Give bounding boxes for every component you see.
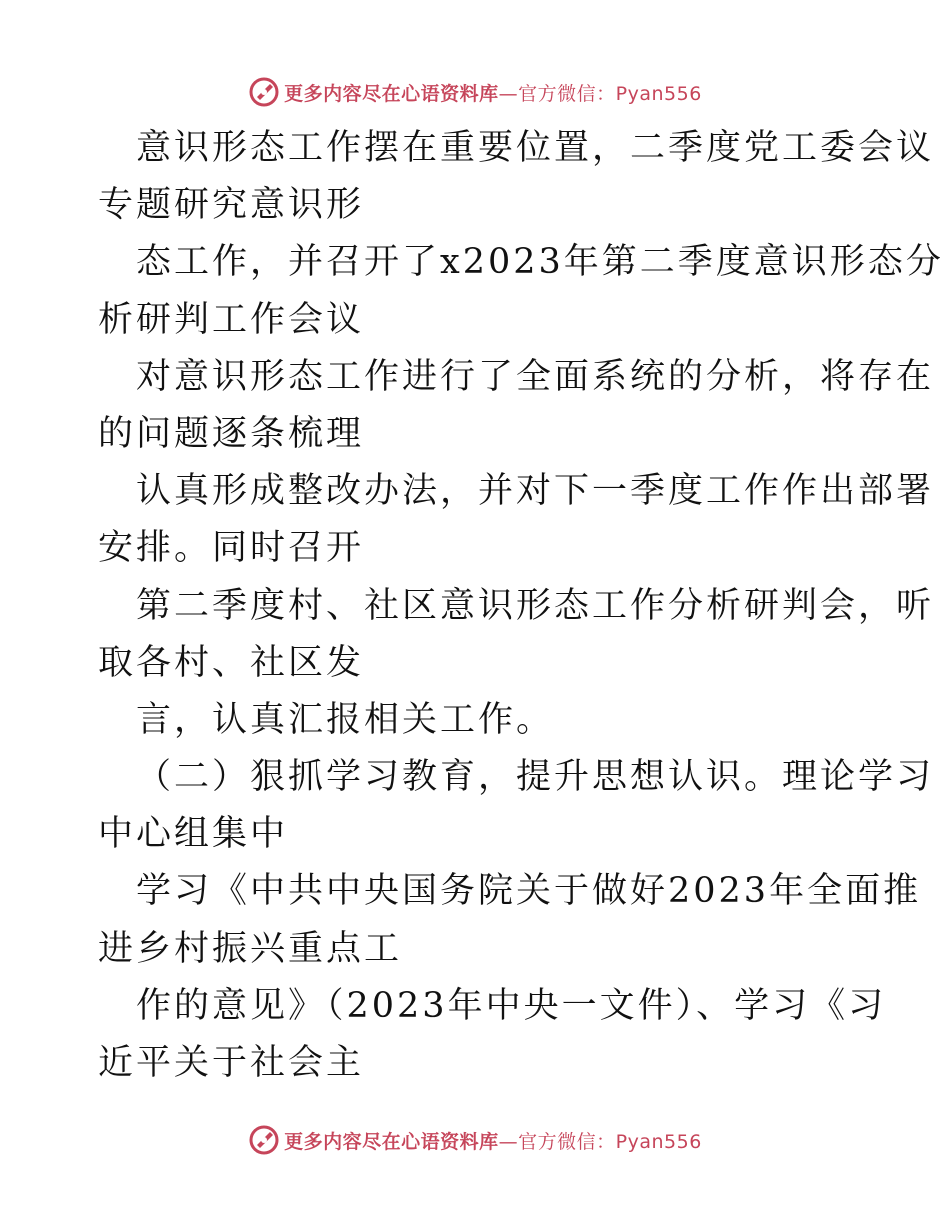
seal-logo-icon xyxy=(248,1124,280,1156)
watermark-dash: — xyxy=(498,1130,519,1153)
watermark-brand: 更多内容尽在心语资料库 xyxy=(284,82,499,105)
body-line: 安排。同时召开 xyxy=(98,528,365,569)
watermark-text xyxy=(284,1127,702,1154)
body-line: 取各村、社区发 xyxy=(98,642,365,683)
body-line: 态工作，并召开了x2023年第二季度意识形态分 xyxy=(136,242,944,283)
header-watermark xyxy=(0,72,950,112)
watermark-brand: 更多内容尽在心语资料库 xyxy=(284,1130,499,1153)
watermark-contact: 官方微信：Pyan556 xyxy=(518,1130,702,1153)
body-line: 作的意见》（2023年中央一文件）、学习《习 xyxy=(136,985,887,1026)
body-line: 析研判工作会议 xyxy=(98,299,365,340)
document-body xyxy=(98,120,944,1092)
body-line: 中心组集中 xyxy=(98,814,289,855)
footer-watermark xyxy=(0,1120,950,1160)
body-line: 认真形成整改办法，并对下一季度工作作出部署 xyxy=(136,471,935,512)
watermark-text xyxy=(284,79,702,106)
body-line: 意识形态工作摆在重要位置，二季度党工委会议 xyxy=(136,128,935,168)
body-line: 学习《中共中央国务院关于做好2023年全面推 xyxy=(136,871,922,912)
watermark-contact: 官方微信：Pyan556 xyxy=(518,82,702,105)
body-line: （二）狠抓学习教育，提升思想认识。理论学习 xyxy=(136,757,935,798)
body-line: 专题研究意识形 xyxy=(98,185,365,226)
body-line: 进乡村振兴重点工 xyxy=(98,928,403,969)
body-line: 言，认真汇报相关工作。 xyxy=(136,699,555,740)
body-line: 近平关于社会主 xyxy=(98,1043,365,1083)
watermark-dash: — xyxy=(498,82,519,105)
body-line: 对意识形态工作进行了全面系统的分析，将存在 xyxy=(136,356,935,397)
body-line: 的问题逐条梳理 xyxy=(98,413,365,454)
body-line: 第二季度村、社区意识形态工作分析研判会，听 xyxy=(136,585,935,626)
seal-logo-icon xyxy=(248,76,280,108)
